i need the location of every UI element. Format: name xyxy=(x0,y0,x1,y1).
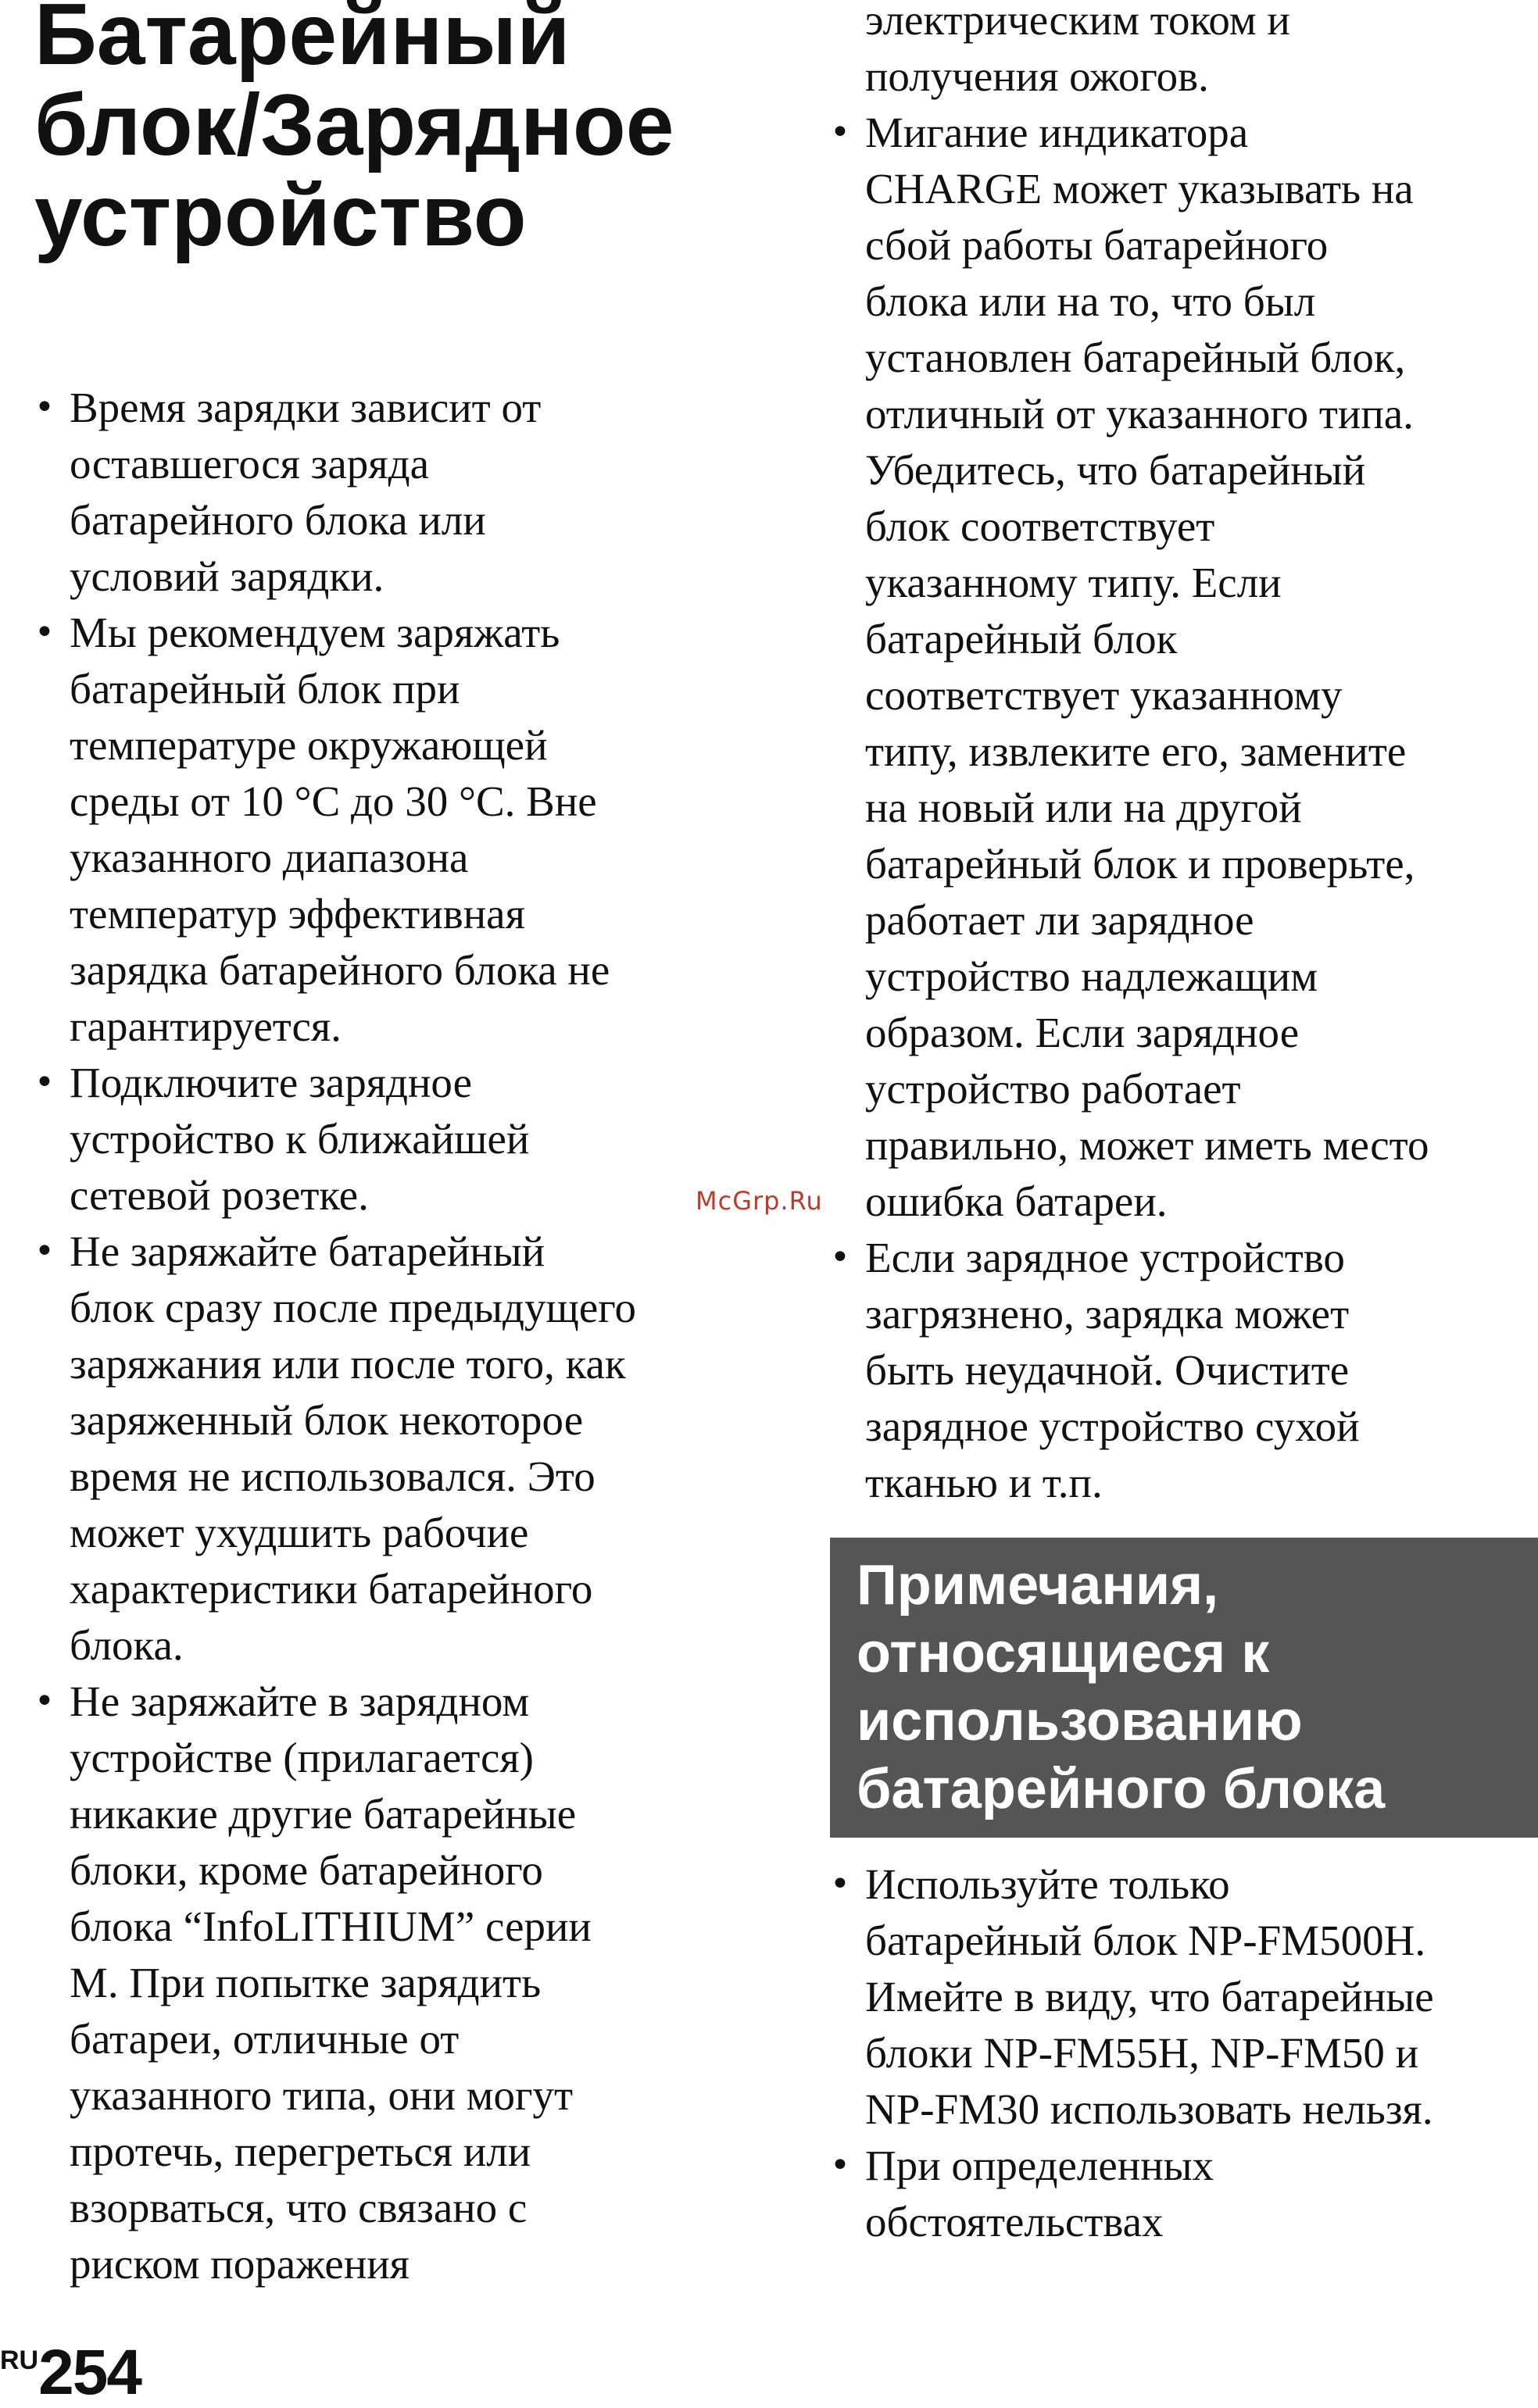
text-line: среды от 10 °C до 30 °C. Вне xyxy=(70,777,597,825)
text-line: типу, извлеките его, замените xyxy=(865,727,1407,775)
text-line: устройство надлежащим xyxy=(865,952,1318,1000)
text-line: оставшегося заряда xyxy=(70,440,429,488)
text-line: взорваться, что связано с xyxy=(70,2184,528,2231)
watermark-text: McGrp.Ru xyxy=(696,1186,823,1216)
text-line: • Мы рекомендуем заряжать xyxy=(70,609,560,656)
text-line: Имейте в виду, что батарейные xyxy=(865,1973,1434,2020)
text-line: обстоятельствах xyxy=(865,2198,1164,2245)
text-line: указанного типа, они могут xyxy=(70,2071,574,2119)
left-bullet-list xyxy=(34,380,816,2292)
list-item xyxy=(34,605,816,1055)
title-line: устройство xyxy=(34,167,527,264)
text-line: блоки NP-FM55H, NP-FM50 и xyxy=(865,2029,1419,2077)
text-line: гарантируется. xyxy=(70,1002,342,1050)
text-line: • Если зарядное устройство xyxy=(865,1234,1345,1281)
page-number xyxy=(0,2337,141,2408)
text-line: на новый или на другой xyxy=(865,784,1302,831)
section-title-line: использованию xyxy=(857,1690,1303,1752)
text-line: получения ожогов. xyxy=(865,52,1209,100)
list-item xyxy=(830,1856,1538,2138)
section-title-line: Примечания, xyxy=(857,1554,1219,1617)
list-item xyxy=(34,1224,816,1674)
text-line: работает ли зарядное xyxy=(865,896,1254,944)
text-line: зарядка батарейного блока не xyxy=(70,946,610,994)
text-line: Убедитесь, что батарейный xyxy=(865,446,1366,494)
title-line: блок/Зарядное xyxy=(34,77,674,173)
page-title xyxy=(34,0,674,264)
text-line: блока. xyxy=(70,1621,184,1669)
text-line: батарейного блока или xyxy=(70,496,486,544)
text-line: • Не заряжайте батарейный xyxy=(70,1227,545,1275)
text-line: сетевой розетке. xyxy=(70,1171,369,1219)
text-line: • Время зарядки зависит от xyxy=(70,384,542,431)
text-line: устройстве (прилагается) xyxy=(70,1734,534,1781)
section-header xyxy=(830,1538,1538,1838)
text-line: никакие другие батарейные xyxy=(70,1790,577,1838)
section-title-line: батарейного блока xyxy=(857,1758,1386,1820)
title-line: Батарейный xyxy=(34,0,570,83)
text-line: температур эффективная xyxy=(70,890,525,938)
text-line: заряжания или после того, как xyxy=(70,1340,626,1388)
text-line: время не использовался. Это xyxy=(70,1452,596,1500)
text-line: соответствует указанному xyxy=(865,671,1343,719)
text-line: ошибка батареи. xyxy=(865,1177,1168,1225)
text-line: батарейный блок xyxy=(865,615,1178,663)
text-line: указанному типу. Если xyxy=(865,559,1282,606)
text-line: тканью и т.п. xyxy=(865,1459,1103,1506)
text-line: • Мигание индикатора xyxy=(865,109,1249,156)
text-line: зарядное устройство сухой xyxy=(865,1402,1360,1450)
right-bullet-list xyxy=(830,0,1538,1511)
text-line: батарейный блок и проверьте, xyxy=(865,840,1415,888)
text-line: условий зарядки. xyxy=(70,552,384,600)
text-line: блоки, кроме батарейного xyxy=(70,1846,543,1894)
text-line: может ухудшить рабочие xyxy=(70,1509,529,1556)
text-line: указанного диапазона xyxy=(70,834,469,881)
list-item xyxy=(34,380,816,605)
list-item xyxy=(830,2138,1538,2250)
text-line: температуре окружающей xyxy=(70,721,548,769)
text-line: • Подключите зарядное xyxy=(70,1059,473,1106)
text-line: • Используйте только xyxy=(865,1860,1230,1908)
text-line: установлен батарейный блок, xyxy=(865,334,1406,381)
text-line: характеристики батарейного xyxy=(70,1565,593,1613)
text-line: устройство работает xyxy=(865,1065,1241,1113)
section-title-line: относящиеся к xyxy=(857,1622,1270,1685)
text-line: правильно, может иметь место xyxy=(865,1121,1429,1169)
text-line: сбой работы батарейного xyxy=(865,221,1329,269)
text-line: батарейный блок NP-FM500H. xyxy=(865,1917,1426,1964)
text-line: NP-FM30 использовать нельзя. xyxy=(865,2085,1433,2133)
text-line: CHARGE может указывать на xyxy=(865,165,1414,213)
text-line: батареи, отличные от xyxy=(70,2015,460,2063)
text-line: блок сразу после предыдущего xyxy=(70,1284,636,1331)
text-line: риском поражения xyxy=(70,2240,410,2288)
text-line: отличный от указанного типа. xyxy=(865,390,1414,438)
text-line: батарейный блок при xyxy=(70,665,460,713)
text-line: электрическим током и xyxy=(865,0,1290,44)
section-bullet-list xyxy=(830,1856,1538,2250)
page-number-value: 254 xyxy=(38,2337,141,2408)
list-item xyxy=(830,105,1538,1230)
text-line: протечь, перегреться или xyxy=(70,2128,531,2175)
text-line: блок соответствует xyxy=(865,502,1215,550)
text-line: быть неудачной. Очистите xyxy=(865,1346,1350,1394)
page-language-code: RU xyxy=(0,2345,39,2375)
text-line: • При определенных xyxy=(865,2142,1214,2189)
text-line: M. При попытке зарядить xyxy=(70,1959,542,2006)
text-line: заряженный блок некоторое xyxy=(70,1396,584,1444)
text-line: образом. Если зарядное xyxy=(865,1009,1300,1056)
text-line: блока или на то, что был xyxy=(865,277,1316,325)
list-item-continuation xyxy=(830,0,1538,105)
text-line: блока “InfoLITHIUM” серии xyxy=(70,1902,592,1950)
text-line: загрязнено, зарядка может xyxy=(865,1290,1350,1338)
text-line: устройство к ближайшей xyxy=(70,1115,530,1163)
list-item xyxy=(830,1230,1538,1511)
text-line: • Не заряжайте в зарядном xyxy=(70,1677,530,1725)
list-item xyxy=(34,1674,816,2292)
